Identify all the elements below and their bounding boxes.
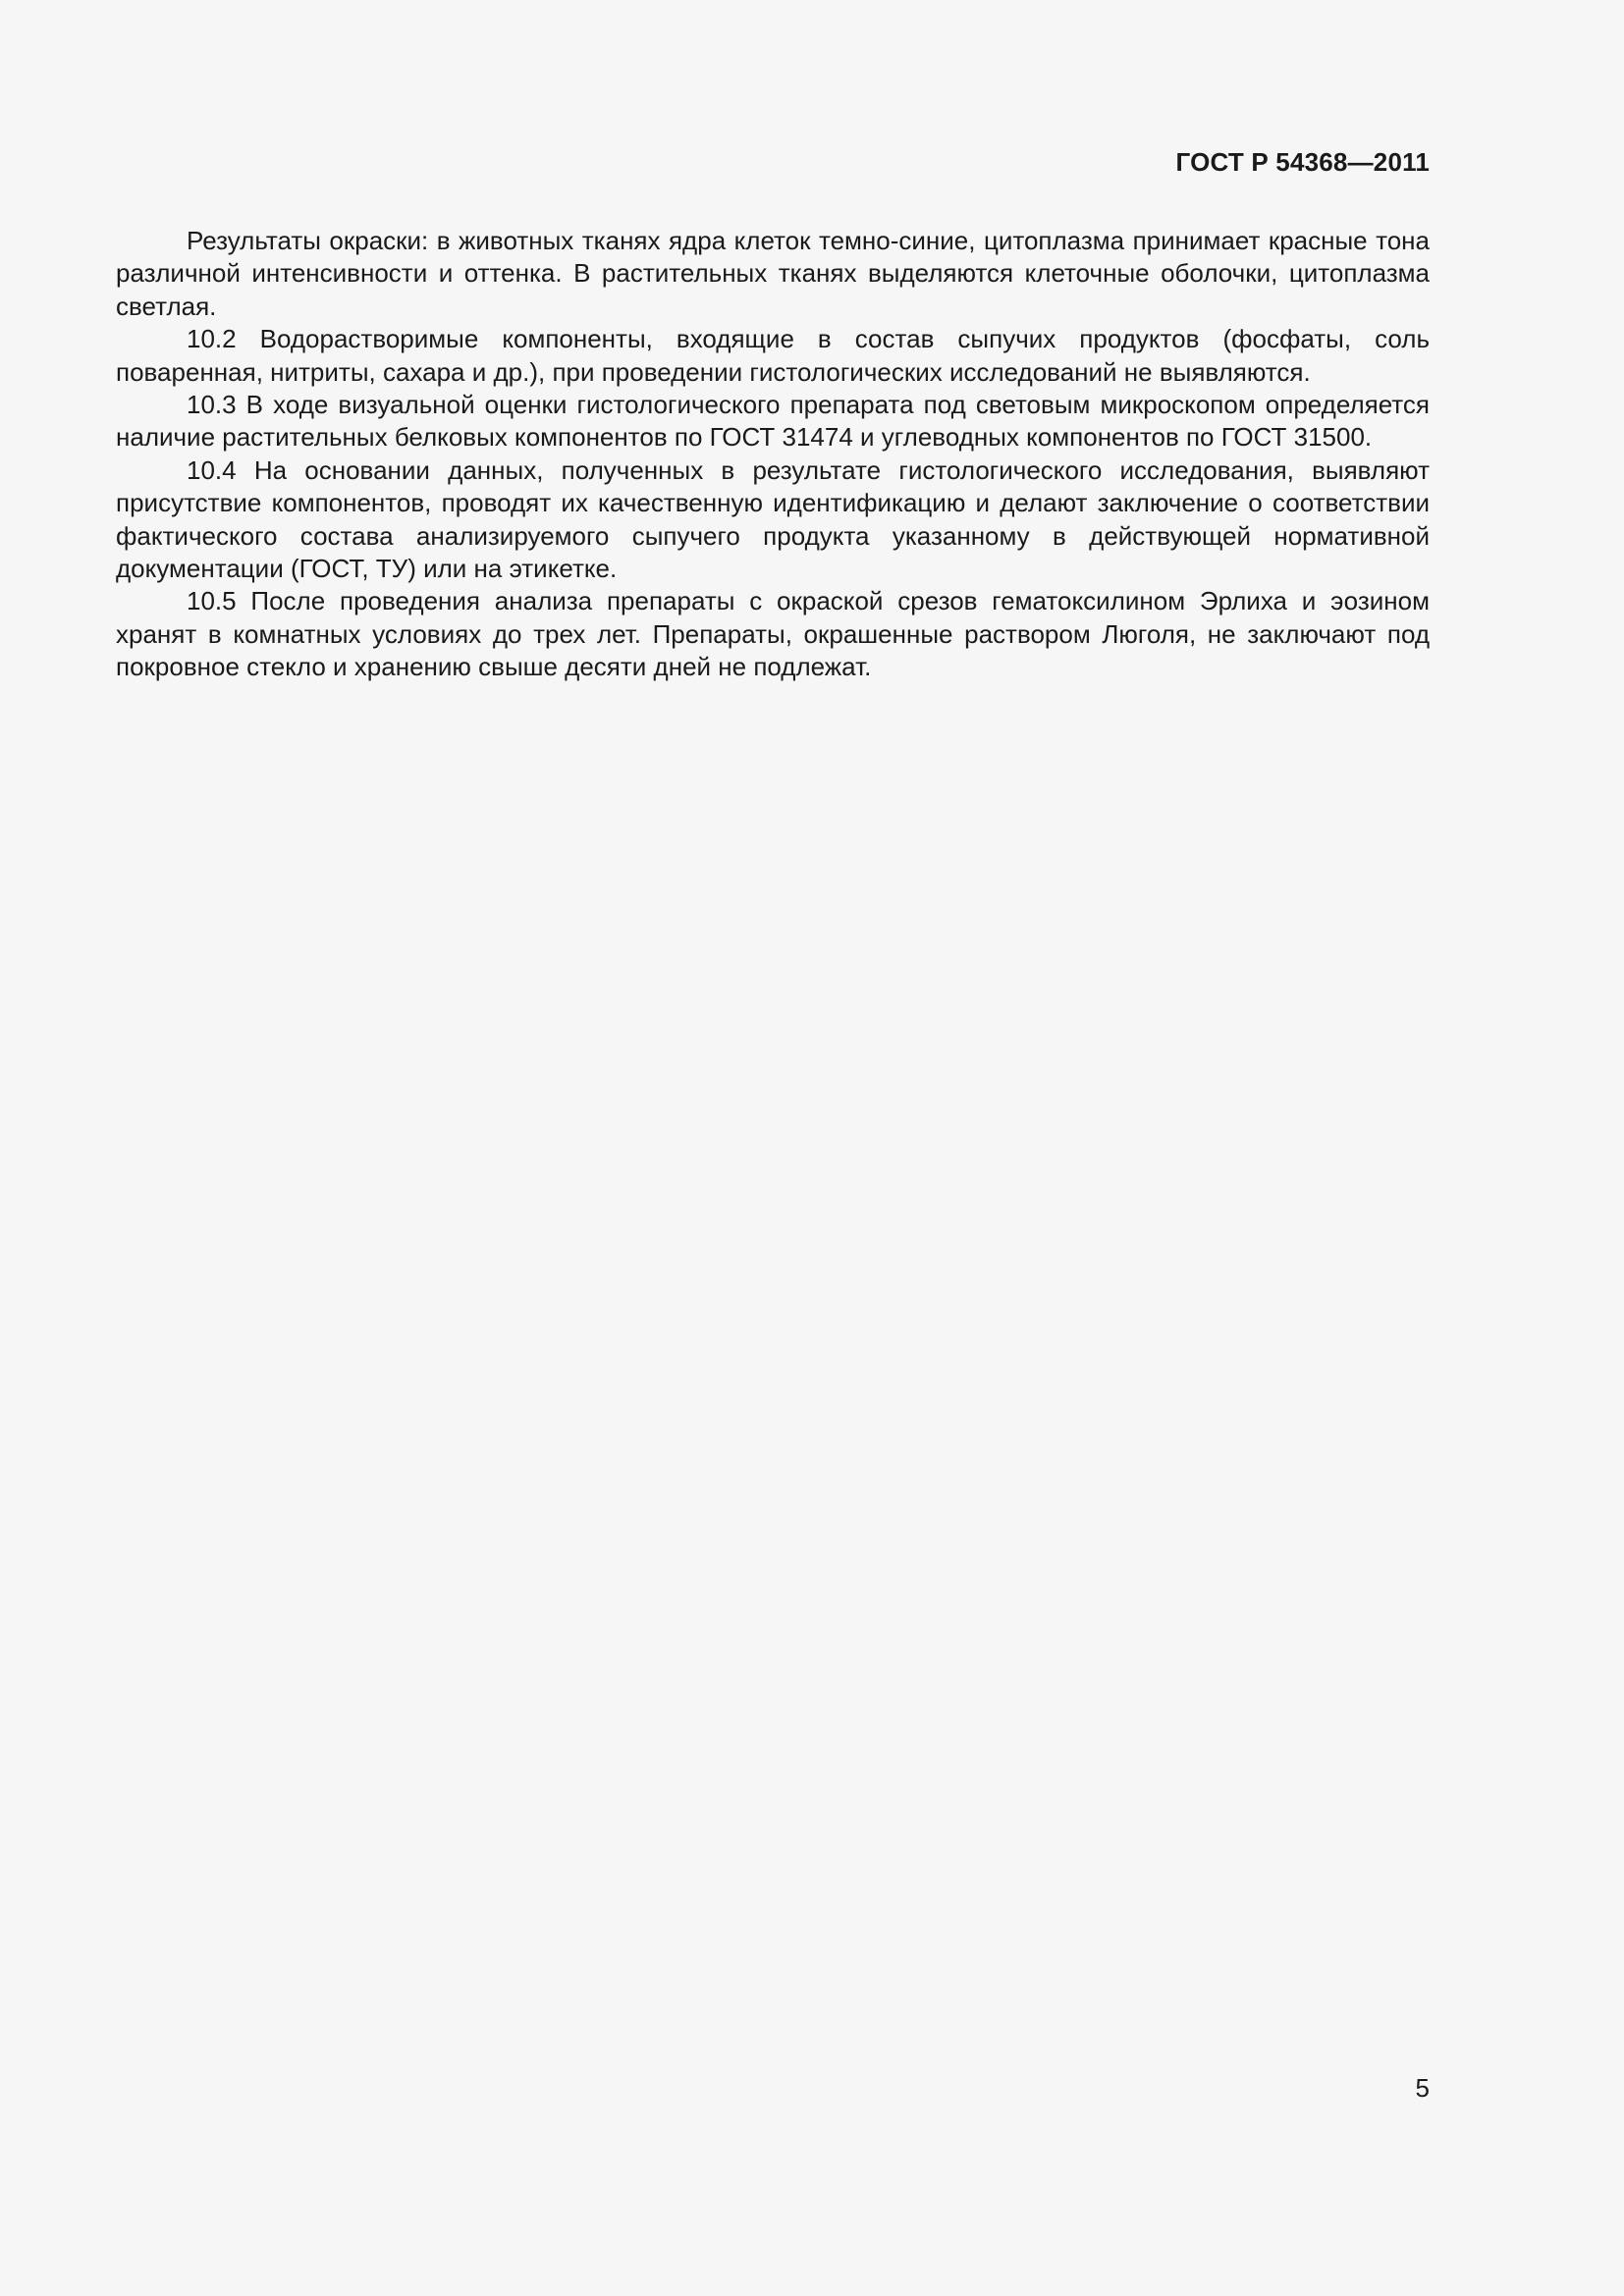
paragraph-10-4: 10.4 На основании данных, полученных в результате гистологического исследования, выявляют присутствие компонентов, проводят их качественную идентификацию и делают заключение о соответствии фактического состава анализируемого сыпучего продукта указанному в действующей нормативной документации (ГОСТ, ТУ) или на этикетке.	[116, 454, 1430, 584]
page-number: 5	[1415, 2073, 1430, 2103]
standard-code-header: ГОСТ Р 54368—2011	[1175, 147, 1430, 177]
paragraph-staining-results: Результаты окраски: в животных тканях ядра клеток темно-синие, цитоплазма принимает красные тона различной интенсивности и оттенка. В растительных тканях выделяются клеточные оболочки, цитоплазма светлая.	[116, 226, 1430, 321]
paragraph-10-5: 10.5 После проведения анализа препараты с окраской срезов гематоксилином Эрлиха и эозином хранят в комнатных условиях до трех лет. Препараты, окрашенные раствором Люголя, не заключают под покровное стекло и хранению свыше десяти дней не подлежат.	[116, 586, 1430, 682]
paragraph-10-2: 10.2 Водорастворимые компоненты, входящие в состав сыпучих продуктов (фосфаты, соль поваренная, нитриты, сахара и др.), при проведении гистологических исследований не выявляются.	[116, 324, 1430, 387]
document-body	[116, 225, 1430, 684]
paragraph-10-3: 10.3 В ходе визуальной оценки гистологического препарата под световым микроскопом определяется наличие растительных белковых компонентов по ГОСТ 31474 и углеводных компонентов по ГОСТ 31500.	[116, 390, 1430, 453]
